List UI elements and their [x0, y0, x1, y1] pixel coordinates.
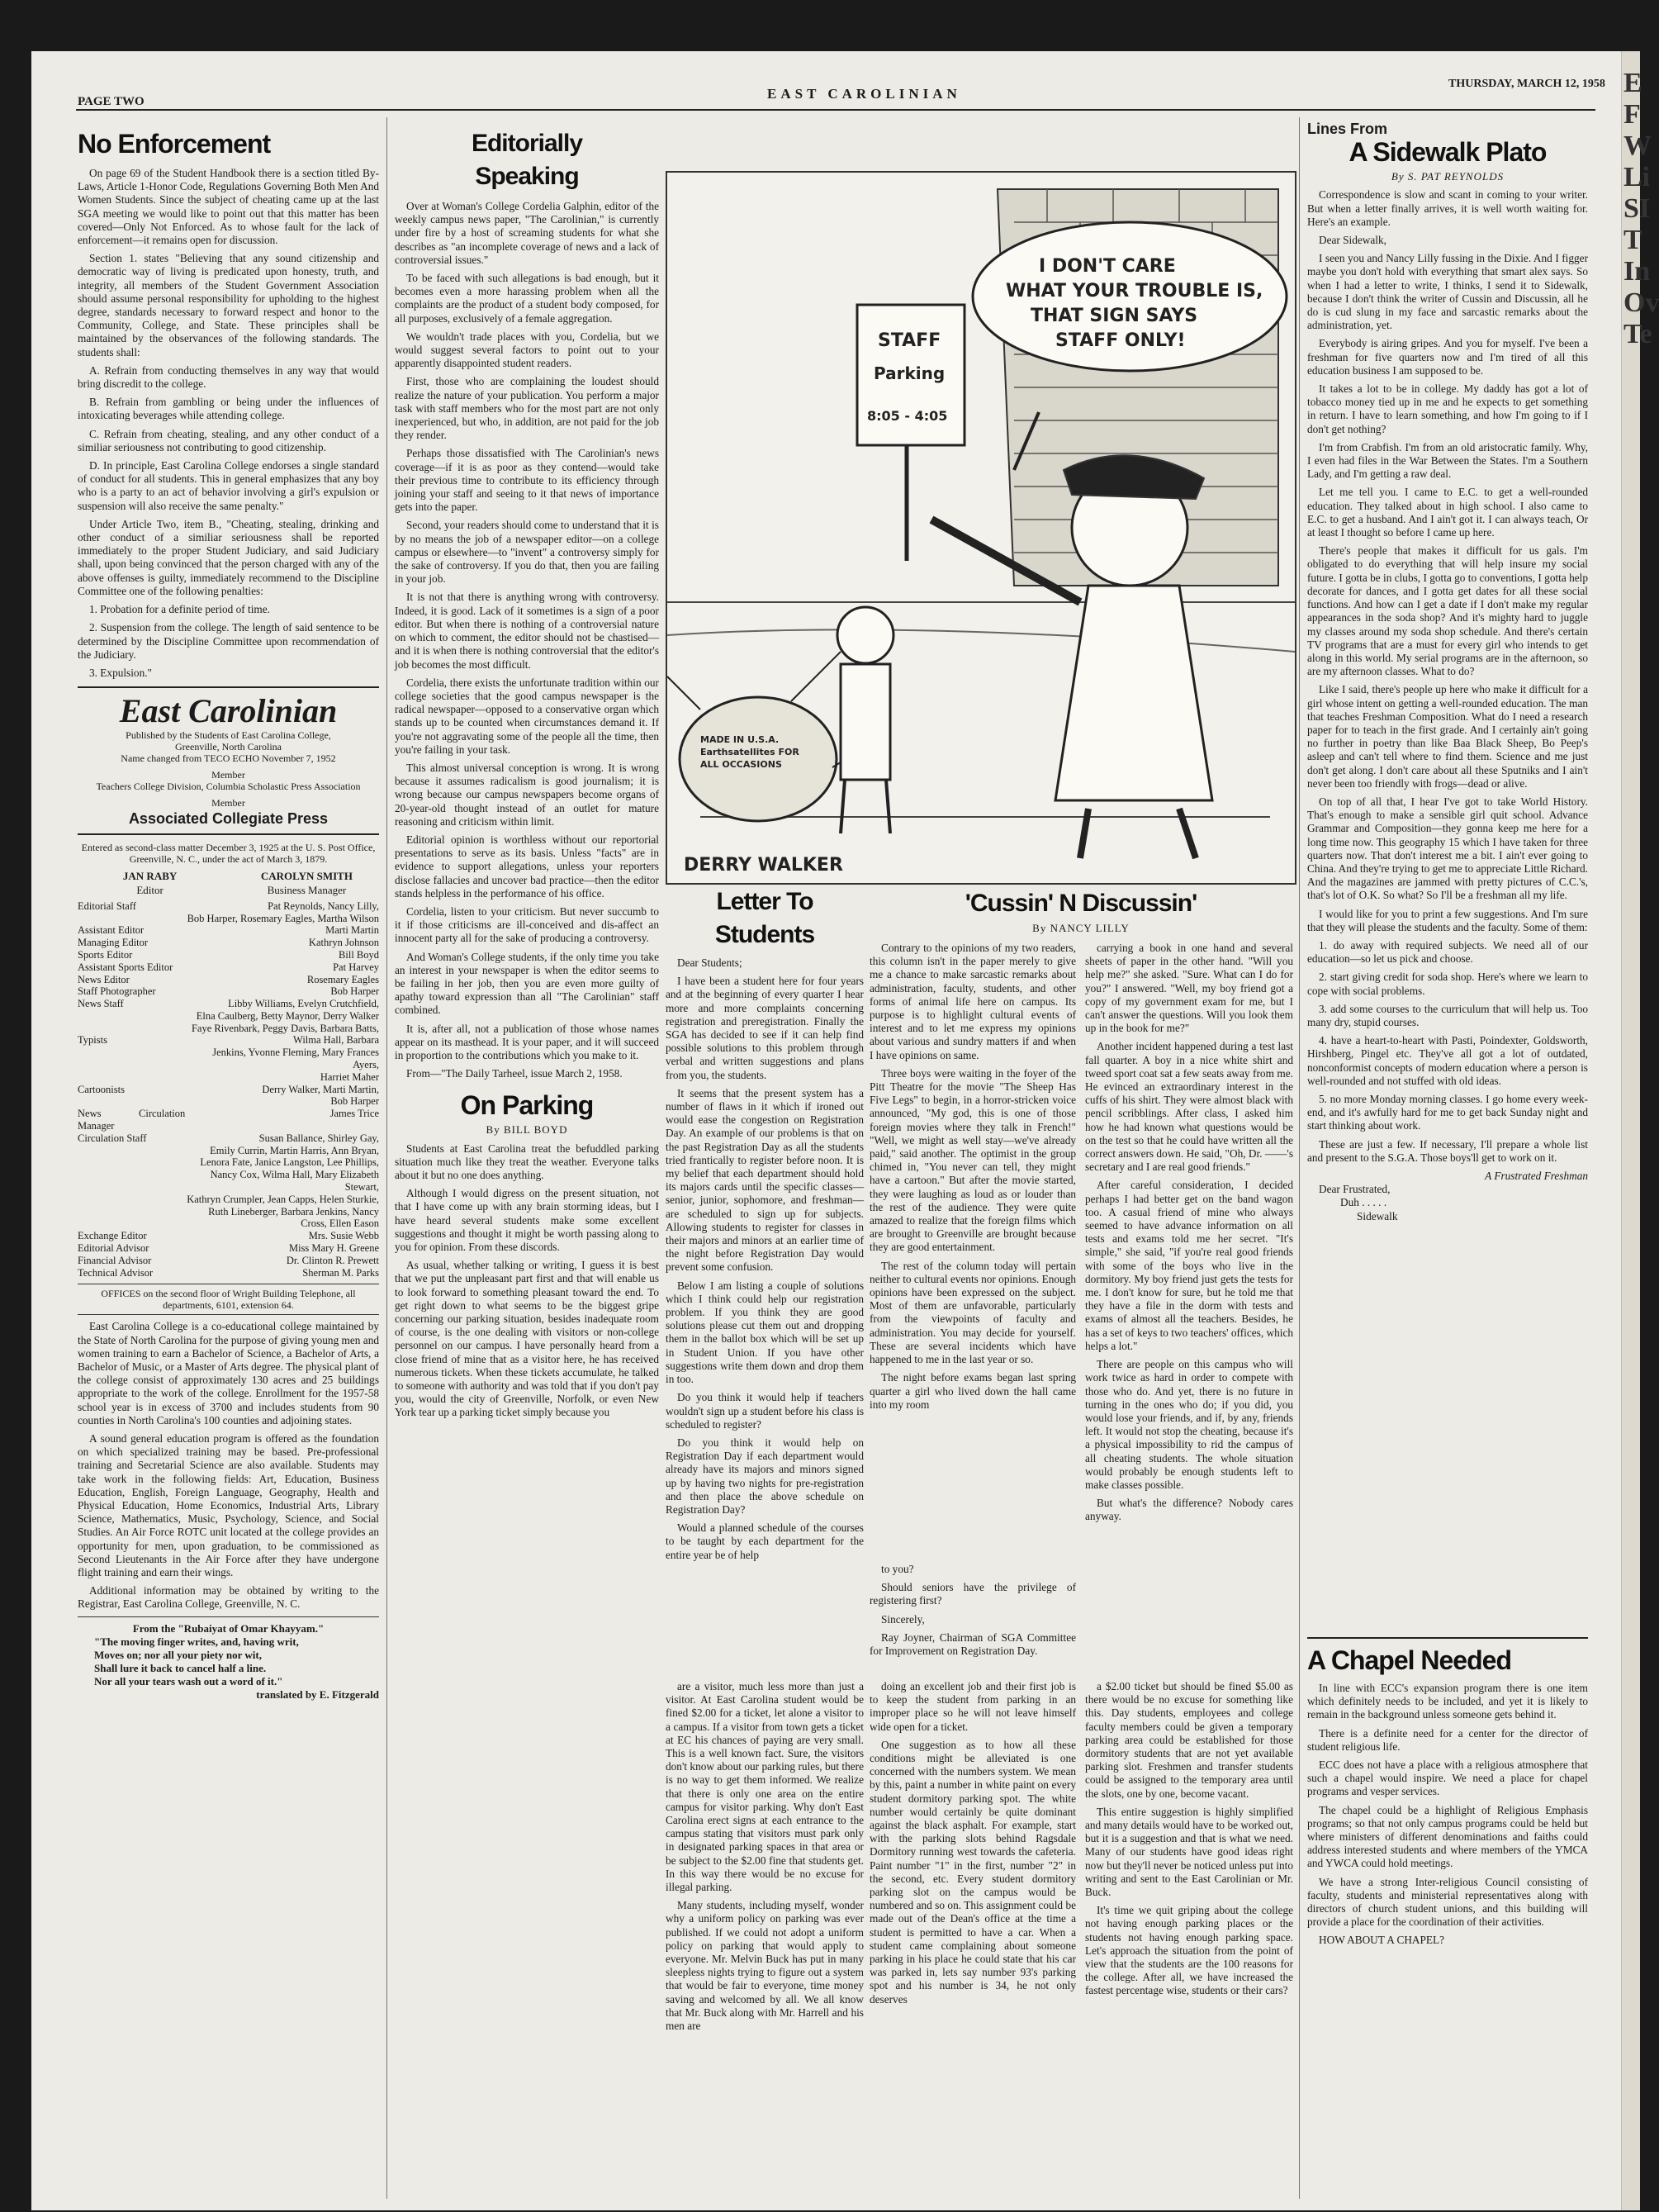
- staff-list: [78, 900, 379, 1279]
- paragraph: One suggestion as to how all these conditions might be alleviated is one concerned with the numbers system. We mean by this, paint a number in white paint on every student dormitory parking spot. The white number would certainly be quite dominant against the black asphalt. For example, start with the parking slots behind Ragsdale Dormitory running west towards the cafeteria. Paint number "1" in the first, number "2" in the second, etc. Every student dormitory parking slot on the campus would be numbered and so on. This assignment could be made out of the Dean's office at the time a student is permitted to have a car. When a student came complaining about someone parking in his place he could state that his car was parked in, lets say number 93's parking spot and his number is 34, he not only deserves: [870, 1738, 1076, 2006]
- editor-name: JAN RABY: [122, 870, 178, 883]
- paragraph: 3. add some courses to the curriculum that will help us. Too many dry, stupid courses.: [1307, 1002, 1588, 1028]
- staff-role: [78, 1206, 185, 1218]
- staff-role: Circulation Staff: [78, 1132, 147, 1144]
- paragraph: Sincerely,: [881, 1612, 925, 1626]
- staff-role: [78, 1095, 185, 1108]
- paragraph: Ray Joyner, Chairman of SGA Committee for Improvement on Registration Day.: [870, 1631, 1076, 1658]
- paragraph: 3. Expulsion.": [89, 666, 152, 679]
- sidewalk-sign-2: Sidewalk: [1357, 1209, 1398, 1222]
- staff-role: News Circulation Manager: [78, 1108, 186, 1132]
- sidewalk-reply-2: Duh . . . . .: [1340, 1196, 1387, 1209]
- no-enforcement-headline: No Enforcement: [78, 129, 271, 159]
- staff-role: [78, 1194, 185, 1206]
- paragraph: It is, after all, not a publication of those whose names appear on its masthead. It is your paper, and it will succeed in proportion to the contributions which you make to it.: [395, 1022, 659, 1061]
- cussin-col-a: [870, 942, 1076, 1557]
- offices-notice: OFFICES on the second floor of Wright Building Telephone, all departments, 6101, extension 64.: [78, 1284, 379, 1315]
- staff-row: [78, 1071, 379, 1084]
- paragraph: D. In principle, East Carolina College endorses a single standard of conduct for all students. This in general emphasizes that any boy who is a party to an act of behavior involving a girl's expulsion or suspension will also receive the same penalty.": [78, 459, 379, 512]
- sidewalk-headline: A Sidewalk Plato: [1349, 137, 1547, 168]
- staff-row: [78, 1132, 379, 1145]
- header-rule: [76, 109, 1595, 111]
- paragraph: Cordelia, listen to your criticism. But never succumb to it if those criticisms are ill-conceived and dis-affect an innocent party all for the sake of producing a controversy.: [395, 904, 659, 945]
- paragraph: Additional information may be obtained by writing to the Registrar, East Carolina College, Greenville, N. C.: [78, 1584, 379, 1611]
- paragraph: To be faced with such allegations is bad enough, but it becomes even a more harassing problem when all the complaints are the product of a student body composed, for all purposes, exclusively of a female aggregation.: [395, 272, 659, 325]
- staff-names: Lenora Fate, Janice Langston, Lee Phillips,: [200, 1156, 379, 1169]
- staff-row: [78, 1169, 379, 1194]
- staff-names: Elna Caulberg, Betty Maynor, Derry Walker: [196, 1009, 379, 1022]
- paragraph: Students at East Carolina treat the befuddled parking situation much like they treat the weather. Everyone talks about it but no one does anything.: [395, 1142, 659, 1181]
- letter-column: [666, 885, 864, 1761]
- staff-names: Emily Currin, Martin Harris, Ann Bryan,: [210, 1144, 379, 1156]
- sidewalk-sign-1: A Frustrated Freshman: [1485, 1170, 1588, 1183]
- entry-notice: Entered as second-class matter December 3, 1925 at the U. S. Post Office, Greenville, N. C., under the act of March 3, 1879.: [81, 842, 376, 866]
- staff-role: Financial Advisor: [78, 1254, 152, 1266]
- paragraph: 1. Probation for a definite period of time.: [89, 603, 270, 616]
- staff-role: [78, 1169, 185, 1194]
- paragraph: After careful consideration, I decided perhaps I had better get on the band wagon too. A casual friend of mine who always seemed to have advance information on all tests and exams told me her secret. "It's simple," she said, "if you're real good friends with some of the boys who live in the dormitory. My boy friend just gets the tests for me. I don't know for sure, but he told me that they have a file in the dorm with tests and exams of almost all the teachers. Besides, he has a set of keys to two teachers' offices, which helps a lot.": [1085, 1179, 1293, 1352]
- letter-body: [666, 956, 864, 1562]
- staff-role: News Staff: [78, 998, 124, 1010]
- staff-row: [78, 1145, 379, 1157]
- paragraph: Perhaps those dissatisfied with The Carolinian's news coverage—if it is as poor as they contend—would take their previous time to contribute to its efficiency through joining your staff and seeing to it that news of importance gets into the paper.: [395, 447, 659, 514]
- staff-row: [78, 961, 379, 974]
- cartoon-speech-line: I DON'T CARE: [1039, 256, 1176, 277]
- paragraph: We wouldn't trade places with you, Cordelia, but we would suggest several factors to point out to your apparently disappointed student readers.: [395, 330, 659, 370]
- poem-line: Nor all your tears wash out a word of it.": [94, 1674, 283, 1687]
- staff-names: Ruth Lineberger, Barbara Jenkins, Nancy: [208, 1205, 379, 1218]
- staff-role: [78, 1218, 185, 1230]
- staff-names: Kathryn Crumpler, Jean Capps, Helen Sturkie,: [187, 1193, 379, 1205]
- paragraph: Dear Students;: [677, 956, 742, 969]
- edge-letters: E F W Li SI T In Ov Te: [1623, 68, 1659, 349]
- editorially-headline-1: Editorially: [471, 130, 583, 157]
- paragraph: This almost universal conception is wrong. It is wrong because it assumes radicalism is good journalism; it is wrong because our campus newspapers become organs of 20-year-old thought instead of an outlet for mature reasoning and criticism within limit.: [395, 761, 659, 828]
- paragraph: There's people that makes it difficult for us gals. I'm obligated to do everything that will help insure my social future. I gotta be in clubs, I gotta go to conventions, I gotta help decorate for dances, and I gotta get dates for all these social functions. And how can I get a date if I don't make my regular appearances in the soda shop? And it's mighty hard to juggle my classes around my soda shop schedule. And there's certain TV programs that are a must for every girl who intends to get along in this world. My serial programs are in the afternoon, so are my afternoon classes. What to do?: [1307, 544, 1588, 678]
- column-rule: [386, 117, 387, 2199]
- paragraph: Let me tell you. I came to E.C. to get a well-rounded education. They talked about in high school. I also came to E.C. to get a husband. And I ain't got it. I can always teach, Or at least I thought so before I came up here.: [1307, 486, 1588, 539]
- paragraph: There is a definite need for a center for the director of student religious life.: [1307, 1726, 1588, 1753]
- chapel-column: [1307, 1637, 1588, 2199]
- cussin-header: [870, 887, 1292, 940]
- poem-line: Moves on; nor all your piety nor wit,: [94, 1648, 262, 1661]
- staff-role: News Editor: [78, 973, 130, 985]
- paragraph: to you?: [881, 1563, 914, 1575]
- paragraph: Do you think it would help if teachers wouldn't sign up a student before his class is scheduled to register?: [666, 1391, 864, 1431]
- paragraph: Contrary to the opinions of my two readers, this column isn't in the paper merely to give me a chance to make sarcastic remarks about administration, faculty, students, and other forms of animal life here on campus. Its purpose is to highlight cultural events of interest and to let me express my opinions about various and sundry matters if and when I have opinions on same.: [870, 942, 1076, 1061]
- paragraph: On top of all that, I hear I've got to take World History. That's enough to make a sensible girl quit school. Advance Grammar and Composition—they gonna keep me here for a long time now. This geography 15 which I have taken for three quarters now. That don't interest me a bit. I ain't ever going to China. And they're trying to get me to appreciate Little Richard. And the magazines are jammed with pretty pictures of C.C.'s, that's lot of O.K. So what? So I'll be a freshman all my life.: [1307, 795, 1588, 902]
- letter-headline-1: Letter To: [716, 888, 813, 915]
- paragraph: As usual, whether talking or writing, I guess it is best that we put the unpleasant part first and that will enable us to look forward to something pleasant toward the end. To get right down to what seems to be the biggest gripe concerning our parking situation, besides inadequate room of course, is the one dealing with visitors or non-college personnel on our campus. I have personally heard from a close friend of mine that as a visitor here, he has received numerous tickets. When these tickets accumulate, he talked to someone with authority and was told that if you don't pay you, would the city of Greenville, Norfolk, or even New York tear up a parking ticket simply because you: [395, 1259, 659, 1419]
- on-parking-body: [395, 1142, 659, 1420]
- staff-row: [78, 1206, 379, 1218]
- paragraph: In line with ECC's expansion program there is one item which definitely needs to be included, and yet it is likely to remain in the background unless someone gets behind it.: [1307, 1682, 1588, 1721]
- page-label: PAGE TWO: [78, 95, 145, 108]
- paragraph: Correspondence is slow and scant in coming to your writer. But when a letter finally arrives, it is well worth waiting for. Here's an example.: [1307, 188, 1588, 228]
- staff-names: Mrs. Susie Webb: [308, 1230, 379, 1242]
- paragraph: 2. start giving credit for soda shop. Here's where we learn to cope with social problems.: [1307, 971, 1588, 997]
- poem-line: "The moving finger writes, and, having writ,: [94, 1635, 299, 1648]
- staff-names: Pat Harvey: [333, 961, 379, 973]
- cussin-headline: 'Cussin' N Discussin': [965, 890, 1197, 917]
- staff-role: Typists: [78, 1034, 107, 1047]
- newspaper-page: [31, 51, 1659, 2210]
- paragraph: The night before exams began last spring quarter a girl who lived down the hall came into my room: [870, 1371, 1076, 1411]
- paragraph: Editorial opinion is worthless without our reportorial presentations to serve as its basis. Unless "facts" are in evidence to support allegations, unless your reporters disclose fallacies and uncover bad practice—then the editor stands helpless in the performance of his office.: [395, 833, 659, 900]
- staff-role: [78, 1023, 185, 1035]
- paragraph: It takes a lot to be in college. My daddy has got a lot of tobacco money tied up in me and he expects to get something in return. I have to learn something, and how I'm going to if I don't get nothing?: [1307, 382, 1588, 435]
- editorially-body: [395, 200, 659, 1080]
- staff-row: [78, 998, 379, 1010]
- column-2: [395, 127, 659, 2200]
- parking-cont-a: [666, 1680, 864, 2200]
- paper-title: East Carolinian: [119, 692, 338, 730]
- paragraph: Over at Woman's College Cordelia Galphin, editor of the weekly campus news paper, "The Carolinian," is currently under fire by a host of screaming students for what she describes as "an incomplete coverage of news and a lack of controversial issues.": [395, 200, 659, 266]
- paragraph: There are people on this campus who will work twice as hard in order to compete with those who do. And yet, there is no future in turning in the ones who do; if you did, you would lose your friends, and if, by any, friends left. It would not stop the cheating, because it's a physical impossibility to rid the campus of all cheating students. The whole situation would probably be enough students left to make classes possible.: [1085, 1358, 1293, 1491]
- sidewalk-byline: By S. PAT REYNOLDS: [1391, 170, 1505, 183]
- paper-name: EAST CAROLINIAN: [767, 86, 961, 102]
- paragraph: Should seniors have the privilege of registering first?: [870, 1581, 1076, 1607]
- paragraph: Second, your readers should come to understand that it is by no means the job of a newspaper editor—on a college campus or elsewhere—to "invent" a controversy simply for the sake of controversy. If you do that, then you are failing in your job.: [395, 519, 659, 586]
- cartoon-speech-line: STAFF ONLY!: [1055, 330, 1186, 351]
- staff-names: Kathryn Johnson: [308, 937, 379, 949]
- paragraph: Under Article Two, item B., "Cheating, stealing, drinking and other conduct of a similiar seriousness shall be reported immediately to the proper Student Judiciary, and said Judiciary shall, upon being convinced that the person charged with any of the above offenses is guilty, immediately recommend to the Discipline Committee one of the following penalties:: [78, 517, 379, 597]
- paragraph: This entire suggestion is highly simplified and many details would have to be worked out, but it is a suggestion and that is what we need. Many of our students have good ideas right now but they'll never be noticed unless put into writing and sent to the East Carolinian or Mr. Buck.: [1085, 1805, 1293, 1899]
- staff-row: [78, 1108, 379, 1132]
- paragraph: It is not that there is anything wrong with controversy. Indeed, it is good. Lack of it sometimes is a sign of a poor editor. But when there is nothing of a controversial nature on which to comment, the editor should not be chastised—and it is when there is nothing controversial that the editor's job becomes the most difficult.: [395, 591, 659, 671]
- letter-cont-column: [870, 1563, 1076, 1674]
- poem-credit: translated by E. Fitzgerald: [256, 1687, 379, 1701]
- staff-row: [78, 1218, 379, 1230]
- staff-names: Bob Harper: [330, 1095, 379, 1108]
- staff-names: Cross, Ellen Eason: [301, 1218, 379, 1230]
- paragraph: Section 1. states "Believing that any sound citizenship and democratic way of living is predicated upon honesty, truth, and integrity, all members of the Student Government Association should assume personal responsibility for upholding to the highest degree, standards necessary to forward respect and honor to the Community, College, and State. These principles shall be maintained by the observances of the following standards. The students shall:: [78, 252, 379, 358]
- paragraph: These are just a few. If necessary, I'll prepare a whole list and present to the S.G.A. Those boys'll get to work on it.: [1307, 1137, 1588, 1164]
- staff-row: [78, 1230, 379, 1242]
- paragraph: doing an excellent job and their first job is to keep the student from parking in an improper place so he will not leave himself wide open for a ticket.: [870, 1680, 1076, 1733]
- staff-row: [78, 985, 379, 998]
- on-parking-byline: By BILL BOYD: [486, 1123, 568, 1137]
- pub-line: Published by the Students of East Carolina College,: [126, 729, 331, 742]
- sidewalk-kicker: Lines From: [1307, 121, 1388, 137]
- pub-line: Teachers College Division, Columbia Scholastic Press Association: [96, 781, 361, 793]
- staff-names: Jenkins, Yvonne Fleming, Mary Frances Ayers,: [212, 1047, 379, 1071]
- pub-line: Member: [211, 769, 245, 781]
- paragraph: Cordelia, there exists the unfortunate tradition within our college societies that the good campus newspaper is the radical newspaper—opposed to a conservative organ which stands up to be counted when circumstances demand it. If you're not aggravating some of the people all the time, then you're failing in your task.: [395, 676, 659, 756]
- staff-names: Libby Williams, Evelyn Crutchfield,: [228, 998, 379, 1010]
- staff-role: Editorial Advisor: [78, 1242, 149, 1255]
- staff-row: [78, 949, 379, 961]
- paragraph: A. Refrain from conducting themselves in any way that would bring discredit to the college.: [78, 363, 379, 391]
- pub-line: Member: [211, 797, 245, 809]
- cartoon-sign-line: 8:05 - 4:05: [867, 408, 948, 424]
- paragraph: I'm from Crabfish. I'm from an old aristocratic family. Why, I even had files in the War Between the States. I'm a Southern Lady, and I'm getting a raw deal.: [1307, 440, 1588, 481]
- paragraph: Many students, including myself, wonder why a uniform policy on parking was ever published. If we could not adopt a uniform policy on parking that would apply to everyone. Mr. Melvin Buck has put in many sleepless nights trying to figure out a system that would be fair to everyone, time money saving and welcomed by all. We all know that Mr. Buck along with Mr. Harrell and his men are: [666, 1899, 864, 2033]
- paragraph: First, those who are complaining the loudest should realize the nature of your publication. You perform a major task with staff members who for the most part are not only inexperienced, but who, in addition, are not paid for the job they render.: [395, 375, 659, 442]
- staff-row: [78, 1194, 379, 1206]
- editorial-cartoon: [666, 171, 1296, 885]
- cartoon-drawing: [667, 173, 1295, 883]
- sidewalk-column: [1307, 119, 1588, 1631]
- editorially-headline-2: Speaking: [475, 163, 579, 190]
- paper-masthead-box: [78, 686, 379, 835]
- staff-role: [78, 1047, 185, 1071]
- staff-role: [78, 1156, 185, 1169]
- paragraph: A sound general education program is offered as the foundation on which specialized training may be based. Pre-professional training and Secretarial Science are also available. Students may take work in the following fields: Art, Education, Business Education, English, Foreign Language, Geography, Health and Physical Education, Home Economics, Industrial Arts, Library Science, Mathematics, Music, Psychology, Science, and Social Studies. An Air Force ROTC unit located at the college provides an opportunity for men, upon graduation, to be commissioned as Second Lieutenants in the Air Force after they have undergone flight training and earn their wings.: [78, 1432, 379, 1579]
- paragraph: And Woman's College students, if the only time you take an interest in your newspaper is when the editor seems to be failing in her job, then you are even more guilty of apathy toward expression than all "The Carolinian" staff combined.: [395, 950, 659, 1017]
- staff-role: Assistant Editor: [78, 924, 145, 937]
- paragraph: On page 69 of the Student Handbook there is a section titled By-Laws, Article 1-Honor Code, Regulations Governing Both Men And Women Students. Since the subject of cheating came up at the last SGA meeting we would like to point out that this matter has been covered—Only Not Enforced. As to whose fault for the lack of enforcement—it remains open for discussion.: [78, 167, 379, 247]
- staff-row: [78, 937, 379, 949]
- bm-title: Business Manager: [267, 883, 347, 896]
- staff-role: Cartoonists: [78, 1083, 125, 1095]
- staff-role: Sports Editor: [78, 948, 133, 961]
- staff-row: [78, 1095, 379, 1108]
- cartoon-speech-line: WHAT YOUR TROUBLE IS,: [1006, 281, 1263, 301]
- bm-name: CAROLYN SMITH: [260, 870, 353, 883]
- paragraph: I would like for you to print a few suggestions. And I'm sure that they will please the students and the faculty. Some of them:: [1307, 907, 1588, 933]
- staff-names: Rosemary Eagles: [306, 973, 379, 985]
- staff-row: [78, 1023, 379, 1035]
- staff-names: Miss Mary H. Greene: [288, 1242, 379, 1255]
- cartoon-sign-line: STAFF: [878, 330, 941, 351]
- staff-names: Faye Rivenbark, Peggy Davis, Barbara Batts,: [191, 1022, 379, 1034]
- paragraph: Dear Sidewalk,: [1319, 234, 1386, 247]
- paragraph: 4. have a heart-to-heart with Pasti, Poindexter, Goldsworth, Hirshberg, Pingel etc. They've all got a lot of outdated, nonconformist concepts of modern education where a person is well-rounded and not stuffed with old ideas.: [1307, 1034, 1588, 1087]
- staff-role: [78, 1145, 185, 1157]
- staff-role: Managing Editor: [78, 937, 149, 949]
- staff-row: [78, 1034, 379, 1047]
- staff-names: Bill Boyd: [339, 948, 379, 961]
- paragraph: a $2.00 ticket but should be fined $5.00 as there would be no excuse for something like this. Day students, employees and college faculty members could be given a temporary parking area could be established for those dormitory students that are not yet available parking slot. Freshmen and transfer students could be assigned to the temporary area until the slots, one by one, become vacant.: [1085, 1680, 1293, 1800]
- staff-row: [78, 1255, 379, 1267]
- cartoon-signature: DERRY WALKER: [684, 855, 843, 876]
- staff-row: [78, 1047, 379, 1071]
- paragraph: It seems that the present system has a number of flaws in it which if ironed out would ease the congestion on Registration Day. An example of our problems is that on the past Registration Day as all the students tried frantically to register before noon. It is my belief that each department should hold its majors cards until the specific classes—senior, junior, sophomore, and freshman—are scheduled to sign up for subjects. Allowing students to register for classes in their majors and minors at an earlier time of the night before Registration Day would prevent some confusion.: [666, 1086, 864, 1274]
- paragraph: HOW ABOUT A CHAPEL?: [1319, 1934, 1445, 1947]
- sidewalk-reply-1: Dear Frustrated,: [1319, 1183, 1391, 1196]
- adjacent-page-edge: [1621, 51, 1659, 2210]
- pub-line: Name changed from TECO ECHO November 7, 1952: [121, 752, 336, 765]
- paragraph: The rest of the column today will pertain neither to cultural events nor opinions. Enough opinions have been expressed on the subject. Most of them are unfavorable, particularly from the viewpoints of faculty and administration. You may decide for yourself. These are several incidents which have happened to me in the last year or so.: [870, 1259, 1077, 1366]
- staff-row: [78, 1010, 379, 1023]
- column-rule: [1299, 117, 1300, 2199]
- staff-row: [78, 913, 379, 925]
- paragraph: It's time we quit griping about the college not having enough parking places or the students not having enough parking space. Let's approach the situation from the point of view that the students are the 100 reasons for the college. After all, we have increased the fastest percentage wise, students or their cars?: [1085, 1904, 1293, 1997]
- paragraph: East Carolina College is a co-educational college maintained by the State of North Carolina for the purpose of giving young men and women training to earn a Bachelor of Science, a Bachelor of Arts, a Bachelor of Music, or a Master of Arts degree. The physical plant of the college consist of approximately 130 acres and 25 buildings appropriate to the work of the college. Enrollment for the 1957-58 school year is in excess of 3700 and includes students from 90 counties in North Carolina's 100 counties and adjoining states.: [78, 1320, 379, 1426]
- staff-names: James Trice: [329, 1108, 379, 1120]
- staff-names: Dr. Clinton R. Prewett: [286, 1254, 379, 1266]
- paragraph: 1. do away with required subjects. We need all of our education—so let us pick and choose.: [1307, 938, 1588, 966]
- staff-names: Bob Harper, Rosemary Eagles, Martha Wilson: [187, 912, 379, 924]
- paragraph: carrying a book in one hand and several sheets of paper in the other hand. "Will you help me?" she asked. "Sure. What can I do for you?" I answered. "Well, my boy friend got a copy of my government exam for me, but I can't answer the questions. Will you look them up in the book for me?": [1085, 942, 1293, 1035]
- cartoon-speech-line: THAT SIGN SAYS: [1031, 306, 1198, 326]
- cartoon-satellite-line: ALL OCCASIONS: [700, 759, 782, 770]
- cussin-col-b: [1085, 942, 1293, 1668]
- staff-row: [78, 924, 379, 937]
- chapel-headline: A Chapel Needed: [1307, 1645, 1511, 1675]
- staff-names: Wilma Hall, Barbara: [293, 1034, 379, 1047]
- staff-row: [78, 1156, 379, 1169]
- staff-names: Nancy Cox, Wilma Hall, Mary Elizabeth Stewart,: [210, 1169, 379, 1194]
- cussin-byline: By NANCY LILLY: [1032, 922, 1130, 934]
- staff-role: [78, 1071, 185, 1084]
- paragraph: But what's the difference? Nobody cares anyway.: [1085, 1497, 1293, 1523]
- paragraph: 2. Suspension from the college. The length of said sentence to be determined by the Discipline Committee upon recommendation of the Judiciary.: [78, 621, 379, 661]
- paragraph: The chapel could be a highlight of Religious Emphasis programs; so that not only campus programs could be held but where ministers of different denominations and faiths could address interested students and where members of the YMCA and YWCA could hold meetings.: [1307, 1803, 1588, 1870]
- acp-logo-text: Associated Collegiate Press: [128, 810, 329, 828]
- staff-role: Staff Photographer: [78, 985, 156, 998]
- top-editors: [78, 870, 379, 896]
- paragraph: Below I am listing a couple of solutions which I think could help our registration problem. If you think they are good solutions please cut them out and dropping them in the ballot box which will be set up in Student Union. If you have other suggestions write them down and drop them in too.: [666, 1279, 864, 1386]
- staff-row: [78, 1242, 379, 1255]
- poem-title: From the "Rubaiyat of Omar Khayyam.": [132, 1621, 325, 1635]
- paragraph: B. Refrain from gambling or being under the influences of intoxicating beverages while attending college.: [78, 396, 379, 422]
- paragraph: Three boys were waiting in the foyer of the Pitt Theatre for the movie "The Sheep Has Five Legs" to begin, in a horror-stricken voice announced, "My god, this is one of those foreign movies where they talk in French!" "Well, we might as well stay—we've already paid," said another. The optimist in the group chimed in, "You never can tell, they might have a cartoon." But after the movie started, they were laughing as loud as or louder than the rest of the audience. They were quite amazed to realize that the foreign films which are brought to Greenville are brought because they are good entertainment.: [870, 1066, 1076, 1254]
- editor-title: Editor: [136, 883, 164, 896]
- staff-row: [78, 900, 379, 913]
- staff-names: Marti Martin: [325, 924, 379, 937]
- paragraph: We have a strong Inter-religious Council consisting of faculty, students and ministerial representatives along with directors of church student unions, and this building will provide a place for the coordination of their activities.: [1307, 1875, 1588, 1929]
- issue-date: THURSDAY, MARCH 12, 1958: [1448, 78, 1605, 90]
- staff-names: Harriet Maher: [320, 1070, 379, 1083]
- college-about: [78, 1320, 379, 1611]
- staff-role: Exchange Editor: [78, 1230, 147, 1242]
- paragraph: Do you think it would help on Registration Day if each department would already have its majors and minors signed up by having two nights for pre-registration and then place the above schedule on Registration Day?: [666, 1436, 864, 1516]
- paragraph: Another incident happened during a test last fall quarter. A boy in a nice white shirt and tweed sport coat sat a few seats away from me. He evinced an extraordinary interest in the cuffs of his shirt. They were almost black with pencil scribblings. After class, I asked him how he had known what questions would be on the test so that he could have written all the correct answers down. He said, "Oh, Dr. ——'s secretary and I are real good friends.": [1085, 1040, 1293, 1174]
- staff-names: Susan Ballance, Shirley Gay,: [258, 1132, 379, 1144]
- cartoon-satellite-line: Earthsatellites FOR: [700, 747, 799, 757]
- cartoon-satellite-line: MADE IN U.S.A.: [700, 734, 780, 745]
- paragraph: C. Refrain from cheating, stealing, and any other conduct of a similiar seriousness not contributing to good citizenship.: [78, 427, 379, 453]
- column-1: [78, 127, 379, 2200]
- poem-body: [78, 1635, 379, 1688]
- on-parking-headline: On Parking: [460, 1090, 594, 1121]
- parking-cont-c: [1085, 1680, 1293, 2200]
- paragraph: ECC does not have a place with a religious atmosphere that such a chapel would inspire. We need a place for chapel programs and vesper services.: [1307, 1759, 1588, 1798]
- paragraph: Everybody is airing gripes. And you for myself. I've been a freshman for five quarters now and I'm tired of all this education business I am supposed to be.: [1307, 337, 1588, 377]
- letter-headline-2: Students: [714, 921, 815, 948]
- staff-names: Derry Walker, Marti Martin,: [262, 1083, 379, 1095]
- paragraph: I have been a student here for four years and at the beginning of every quarter I hear more and more complaints concerning registration and preregistration. Finally the SGA has decided to see if it can help find possible solutions to this problem through verbal and written suggestions and plans from you, the students.: [666, 975, 864, 1081]
- paragraph: Would a planned schedule of the courses to be taught by each department for the entire year be of help: [666, 1521, 864, 1561]
- page-header: [78, 50, 1605, 108]
- staff-role: [78, 1010, 185, 1023]
- parking-cont-b: [870, 1680, 1076, 2200]
- staff-role: [78, 913, 185, 925]
- no-enforcement-body: [78, 167, 379, 680]
- paragraph: 5. no more Monday morning classes. I go home every week-end, and it's awfully hard for me to get back Sunday night and start thinking about work.: [1307, 1093, 1588, 1132]
- paragraph: I seen you and Nancy Lilly fussing in the Dixie. And I figger maybe you don't hold with everything that smart alex says. So when I had a letter to write, I thinks, I send it to Sidewalk, because I don't think the writer of Cussin and Discussin, all he do is cud slung in my face and sarcastic remarks about the administration, yet.: [1307, 252, 1588, 332]
- paragraph: are a visitor, much less more than just a visitor. At East Carolina student would be fined $2.00 for a ticket, let alone a visitor to a campus. If a visitor from town gets a ticket at EC his chances of paying are very small. This is a well known fact. Sure, the visitors don't know about our parking rules, but there is no way to get them informed. We realize that there is only one area on the entire campus for visitor parking. Why don't East Carolina erect signs at each entrance to the campus stating that visitors must park only in designated parking spaces in that area or be subject to the $2.00 fine that students get. In this way there would be no excuse for illegal parking.: [666, 1680, 864, 1894]
- staff-role: Editorial Staff: [78, 900, 136, 912]
- staff-role: Assistant Sports Editor: [78, 961, 173, 973]
- staff-names: Bob Harper: [330, 985, 379, 998]
- paragraph: From—"The Daily Tarheel, issue March 2, 1958.: [406, 1067, 623, 1080]
- poem-line: Shall lure it back to cancel half a line.: [94, 1661, 267, 1674]
- staff-row: [78, 974, 379, 986]
- staff-row: [78, 1267, 379, 1279]
- paragraph: Like I said, there's people up here who make it difficult for a girl whose intent on getting a well-rounded education. The man that teaches Freshman Composition. What do I need a research paper for to teach in the first grade. And I certainly ain't going no further in poetry than like Baa Black Sheep, Bo Peep's asleep and can't tell where to find them. Science and me just don't get along. I don't care about all these Sputniks and I ain't never been too friendly with frogs—dead or alive.: [1307, 683, 1588, 790]
- staff-names: Pat Reynolds, Nancy Lilly,: [268, 900, 379, 912]
- staff-row: [78, 1084, 379, 1096]
- pub-line: Greenville, North Carolina: [175, 741, 282, 753]
- staff-role: Technical Advisor: [78, 1266, 154, 1279]
- cartoon-sign-line: Parking: [874, 363, 946, 383]
- staff-names: Sherman M. Parks: [302, 1266, 379, 1279]
- paragraph: Although I would digress on the present situation, not that I have come up with any brain storming ideas, but I have heard several students make some excellent suggestions and thought it might be worth passing along to you for opinion. From these discords.: [395, 1187, 659, 1254]
